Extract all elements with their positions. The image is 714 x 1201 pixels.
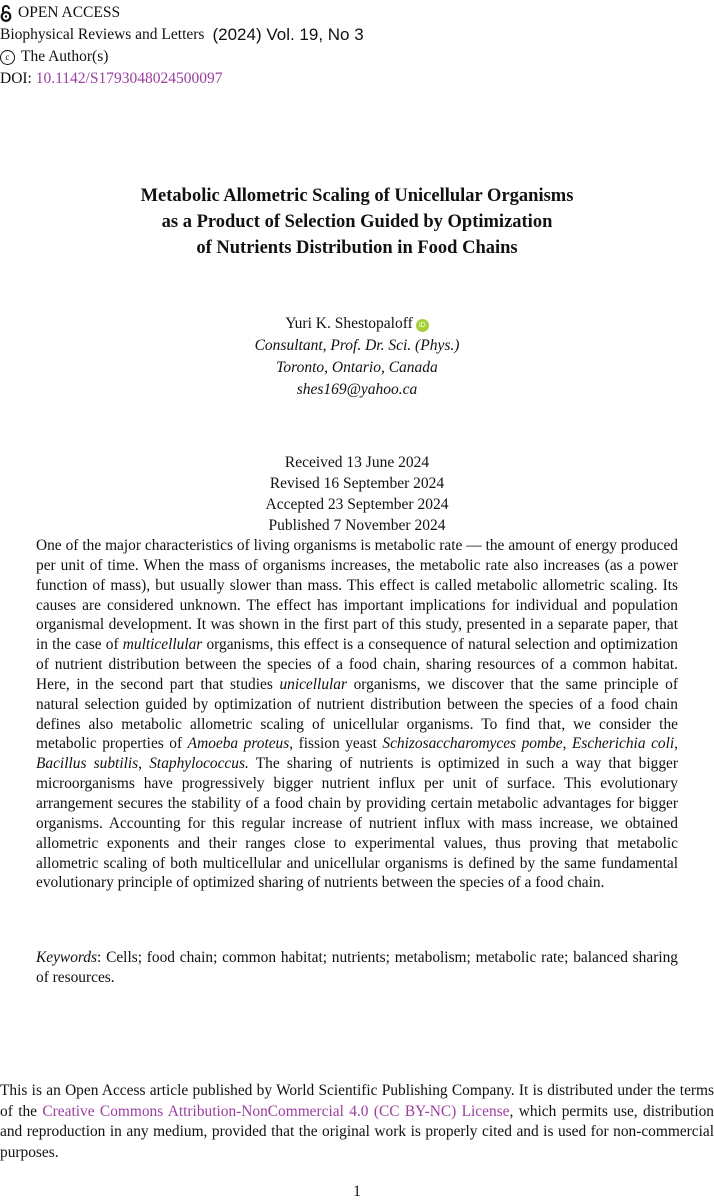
author-block <box>0 313 714 401</box>
journal-volume: (2024) Vol. 19, No 3 <box>212 25 364 44</box>
species-name: Staphylococcus. <box>149 755 249 773</box>
species-name: Amoeba proteus <box>187 735 290 753</box>
author-affiliation: Consultant, Prof. Dr. Sci. (Phys.) <box>254 337 460 354</box>
abstract-text: , fission yeast <box>289 735 383 753</box>
abstract-text: One of the major characteristics of living organisms is metabolic rate — the amount of energy produced per unit of time. When the mass of organisms increases, the metabolic rate also increases (as a power function of mass), but usually slower than mass. This effect is called metabolic allometric scaling. Its causes are considered unknown. The effect has important implications for individual and population organismal development. It was shown in the first part of this study, presented in a separate paper, that in the case of <box>36 537 678 654</box>
open-access-label: OPEN ACCESS <box>18 4 121 21</box>
author-name: Yuri K. Shestopaloff <box>285 315 413 332</box>
abstract-text: The sharing of nutrients is optimized in such a way that bigger microorganisms have progressively bigger nutrient influx per unit of surface. This evolutionary arrangement secures the stability of a food chain by providing certain metabolic advantages for bigger organisms. Accounting for this regular increase of nutrient influx with mass increase, we obtained allometric exponents and their ranges close to experimental values, thus proving that metabolic allometric scaling of both multicellular and unicellular organisms is defined by the same fundamental evolutionary principle of optimized sharing of nutrients between the species of a food chain. <box>36 755 678 892</box>
received-date: Received 13 June 2024 <box>284 454 430 471</box>
copyright-icon: c <box>0 50 15 65</box>
abstract-text: , <box>562 735 573 753</box>
species-name: Escherichia coli <box>572 735 675 753</box>
keywords-text: : Cells; food chain; common habitat; nutrients; metabolism; metabolic rate; balanced sharing of resources. <box>36 949 678 986</box>
keywords-label: Keywords <box>36 949 97 966</box>
orcid-icon[interactable]: iD <box>416 319 429 332</box>
abstract <box>36 536 678 893</box>
abstract-text: , <box>674 735 679 753</box>
open-access-lock-icon <box>0 5 12 22</box>
article-title <box>0 183 714 261</box>
journal-name: Biophysical Reviews and Letters <box>0 26 205 43</box>
copyright-holder: The Author(s) <box>21 48 109 65</box>
doi-link[interactable]: 10.1142/S1793048024500097 <box>35 70 223 87</box>
species-name: Schizosaccharomyces pombe <box>382 735 563 753</box>
published-date: Published 7 November 2024 <box>268 517 446 534</box>
abstract-italic: multicellular <box>122 636 203 654</box>
author-location: Toronto, Ontario, Canada <box>276 359 438 376</box>
abstract-text: , <box>138 755 150 773</box>
doi-label: DOI: <box>0 70 32 87</box>
title-line: as a Product of Selection Guided by Optimization <box>161 212 553 232</box>
accepted-date: Accepted 23 September 2024 <box>265 496 449 513</box>
page-number: 1 <box>353 1183 361 1200</box>
abstract-italic: unicellular <box>279 675 347 693</box>
keywords <box>36 948 678 988</box>
journal-header <box>0 2 364 90</box>
abstract-text: organisms, we discover that the same principle of natural selection guided by optimization of nutrient distribution between the species of a food chain defines also metabolic allometric scaling of unicellular organisms. To find that, we consider the metabolic properties of <box>36 675 678 753</box>
open-access-line <box>0 2 364 24</box>
title-line: Metabolic Allometric Scaling of Unicellular Organisms <box>140 186 574 206</box>
author-email: shes169@yahoo.ca <box>296 381 418 398</box>
species-name: Bacillus subtilis <box>36 755 139 773</box>
article-dates <box>0 452 714 536</box>
revised-date: Revised 16 September 2024 <box>269 475 445 492</box>
license-notice <box>0 1081 714 1163</box>
license-text: This is an Open Access article published by World Scientific Publishing Company. It is distributed under the terms of the <box>0 1082 714 1120</box>
license-link[interactable]: Creative Commons Attribution-NonCommercial 4.0 (CC BY-NC) License <box>42 1102 510 1120</box>
abstract-text: organisms, this effect is a consequence of natural selection and optimization of nutrient distribution between the species of a food chain, sharing resources of a common habitat. Here, in the second part that studies <box>36 636 678 693</box>
title-line: of Nutrients Distribution in Food Chains <box>196 238 518 258</box>
license-text: , which permits use, distribution and reproduction in any medium, provided that the original work is properly cited and is used for non-commercial purposes. <box>0 1102 714 1161</box>
